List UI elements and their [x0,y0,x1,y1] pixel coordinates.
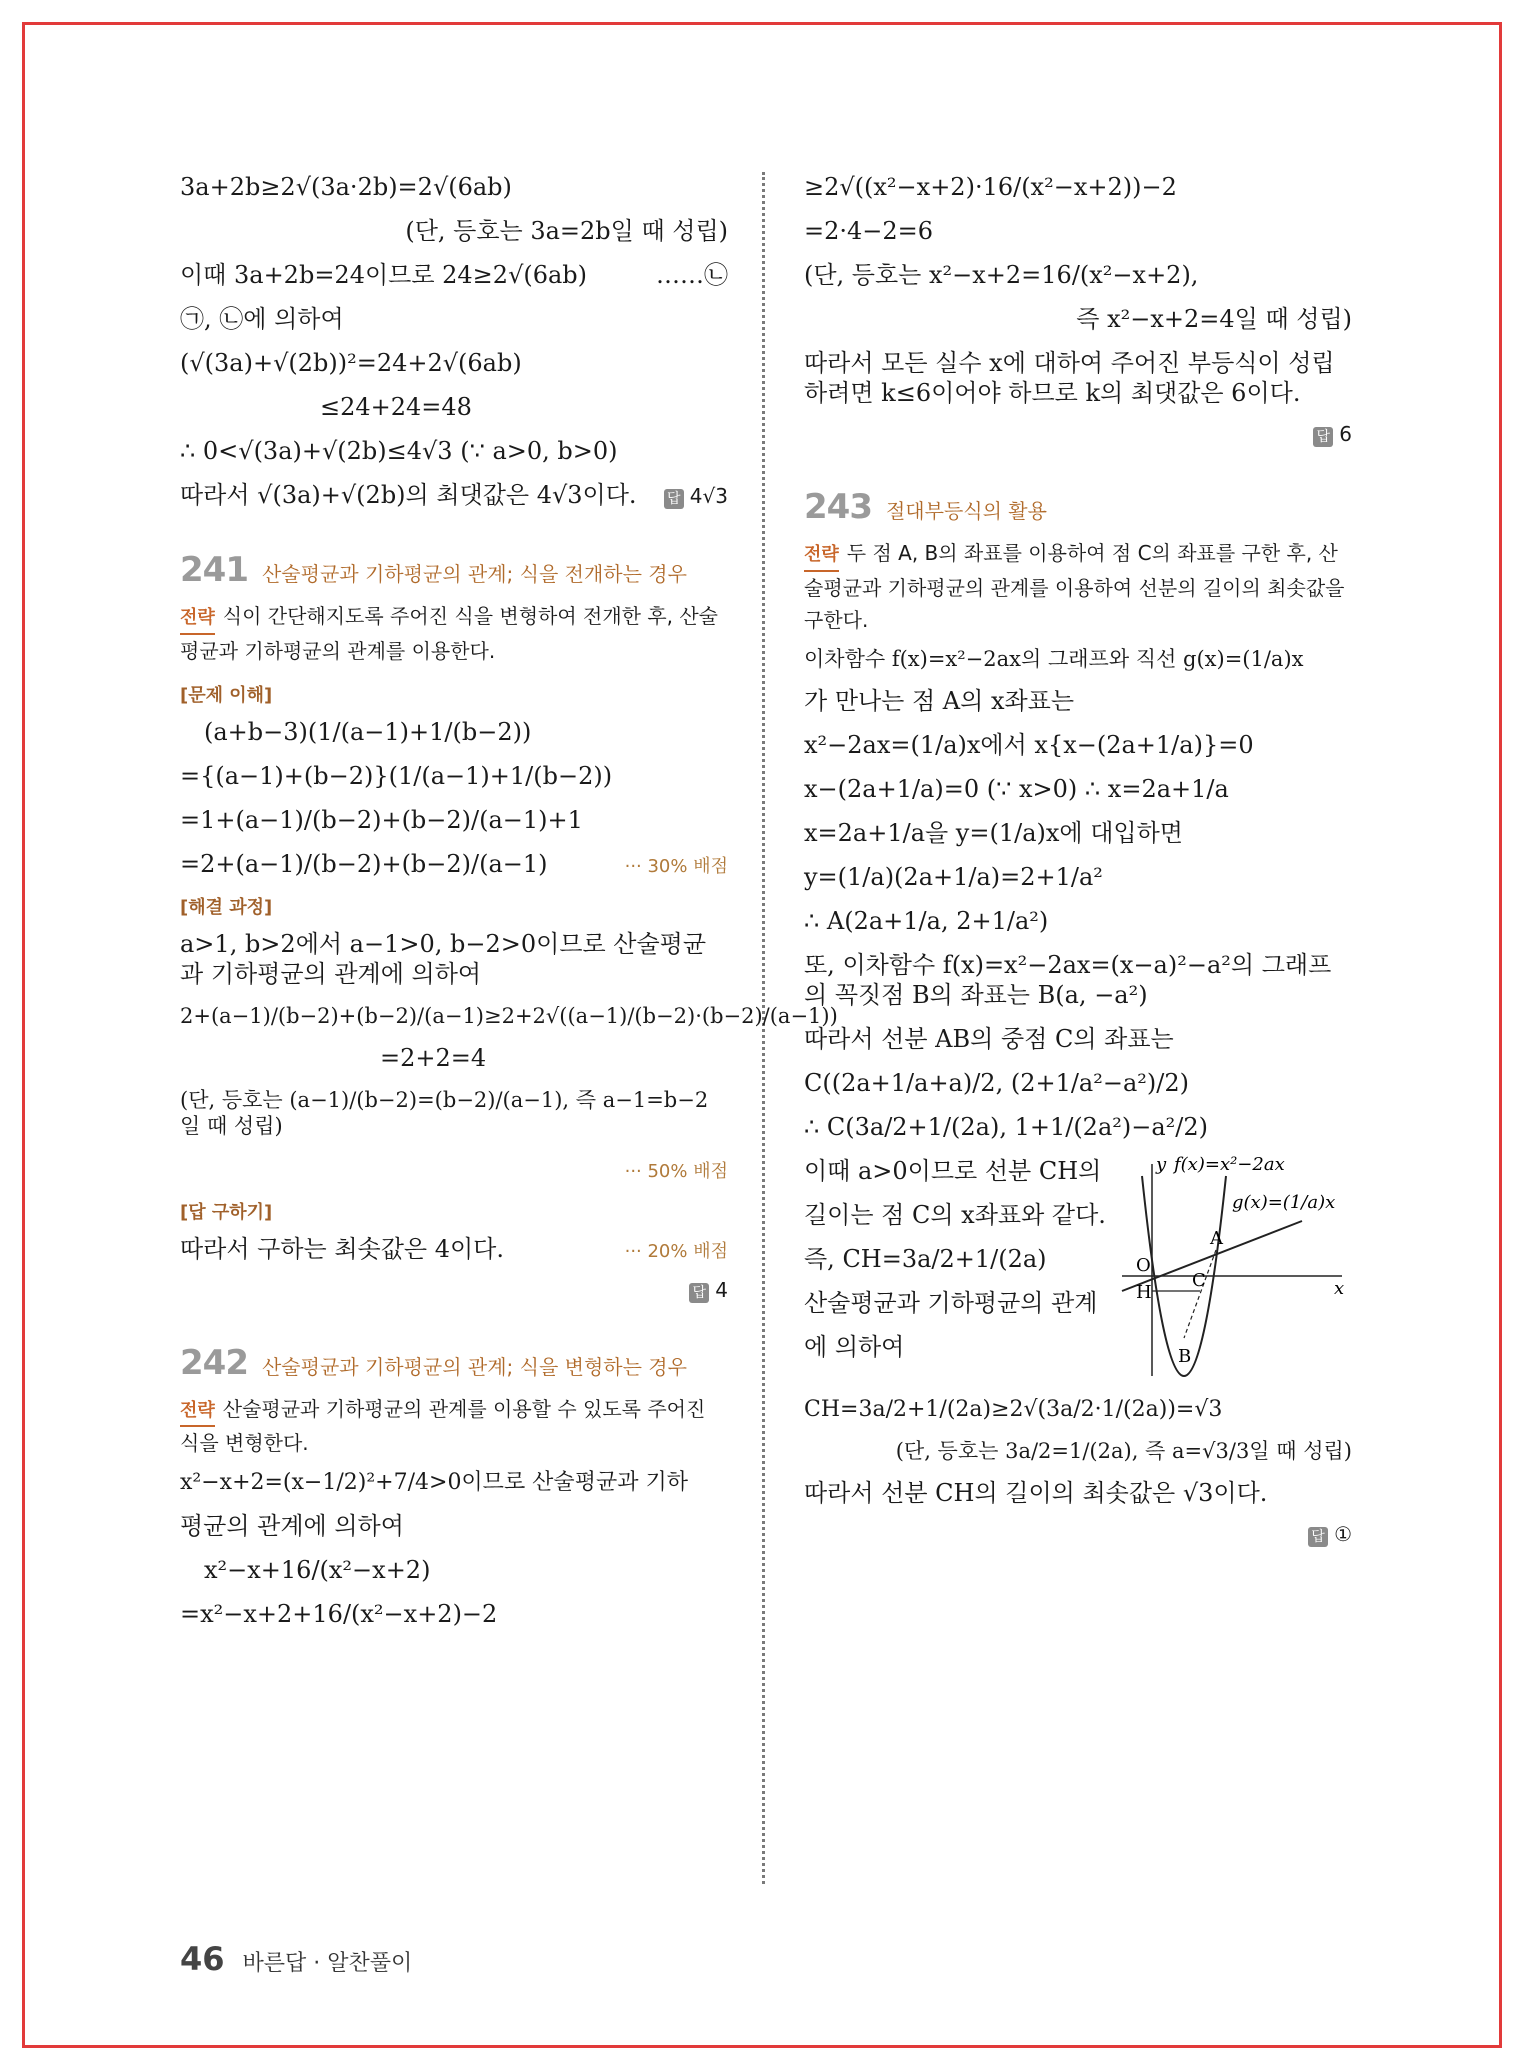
label-h: H [1136,1282,1152,1304]
section-number: 242 [180,1342,248,1383]
label-b: B [1178,1346,1192,1368]
intro-line: 즉 x²−x+2=4일 때 성립) [1076,305,1352,333]
label-y: y [1156,1156,1167,1176]
strategy-block [180,600,728,667]
right-column [804,172,1352,1559]
intro-line: (√(3a)+√(2b))²=24+2√(6ab) [180,349,522,377]
math-line: ∴ C(3a/2+1/(2a), 1+1/(2a²)−a²/2) [804,1113,1209,1142]
section-title: 산술평균과 기하평균의 관계; 식을 전개하는 경우 [261,562,687,586]
math-line: y=(1/a)(2a+1/a)=2+1/a² [804,863,1103,892]
math-line: 따라서 선분 AB의 중점 C의 좌표는 [804,1025,1174,1054]
math-line: a>1, b>2에서 a−1>0, b−2>0이므로 산술평균과 기하평균의 관계에 의하여 [180,929,707,988]
strategy-tag: 전략 [180,604,215,635]
answer-icon: 답 [664,489,684,509]
math-line [180,1234,728,1264]
answer-icon: 답 [689,1283,709,1303]
math-line: 길이는 점 C의 x좌표와 같다. [804,1201,1106,1230]
math-line: x−(2a+1/a)=0 (∵ x>0) ∴ x=2a+1/a [804,775,1229,804]
strategy-text: 식이 간단해지도록 주어진 식을 변형하여 전개한 후, 산술평균과 기하평균의 관계를 이용한다. [180,604,719,663]
section-header-241 [180,550,728,590]
graph-section [804,1156,1352,1396]
math-line-text: 따라서 구하는 최솟값은 4이다. [180,1234,504,1263]
section-header-243 [804,487,1352,527]
answer-badge [804,422,1352,447]
intro-line: (단, 등호는 x²−x+2=16/(x²−x+2), [804,261,1199,289]
math-line: 이때 a>0이므로 선분 CH의 [804,1157,1102,1186]
strategy-tag: 전략 [804,541,839,572]
intro-line: 따라서 모든 실수 x에 대하여 주어진 부등식이 성립하려면 k≤6이어야 하므로 k의 최댓값은 6이다. [804,349,1335,407]
math-line: ∴ A(2a+1/a, 2+1/a²) [804,907,1049,936]
math-line: 산술평균과 기하평균의 관계 [804,1289,1098,1318]
answer-value: 6 [1339,422,1352,446]
math-line: 따라서 선분 CH의 길이의 최솟값은 √3이다. [804,1478,1268,1507]
strategy-block [180,1393,728,1460]
label-g: g(x)=(1/a)x [1232,1192,1336,1214]
math-line-text: =2+(a−1)/(b−2)+(b−2)/(a−1) [180,849,548,878]
intro-line-mark: ……㉡ [656,261,728,289]
score-label: ··· 20% 배점 [624,1240,728,1262]
answer-badge [180,1278,728,1303]
section-number: 243 [804,487,872,527]
intro-line [180,260,728,290]
math-line: C((2a+1/a+a)/2, (2+1/a²−a²)/2) [804,1069,1189,1098]
strategy-text: 산술평균과 기하평균의 관계를 이용할 수 있도록 주어진 식을 변형한다. [180,1396,706,1456]
intro-line: ≤24+24=48 [320,393,472,421]
footer-title: 바른답 · 알찬풀이 [242,1951,413,1976]
answer-value: ① [1334,1521,1352,1546]
score-label: ··· 30% 배점 [624,855,728,877]
score-label: ··· 50% 배점 [624,1160,728,1182]
section-title: 산술평균과 기하평균의 관계; 식을 변형하는 경우 [261,1354,687,1379]
math-line: x=2a+1/a을 y=(1/a)x에 대입하면 [804,819,1183,848]
math-line: (단, 등호는 3a/2=1/(2a), 즉 a=√3/3일 때 성립) [895,1438,1352,1463]
answer-icon: 답 [1308,1527,1328,1547]
math-line [180,849,728,879]
answer-value: 4 [715,1277,728,1302]
intro-line: ≥2√((x²−x+2)·16/(x²−x+2))−2 [804,173,1177,201]
math-line: (단, 등호는 (a−1)/(b−2)=(b−2)/(a−1), 즉 a−1=b−2일 때 성립) [180,1088,709,1139]
math-line: =2+2=4 [380,1044,487,1073]
math-line: (a+b−3)(1/(a−1)+1/(b−2)) [204,717,532,746]
answer-badge [664,484,728,509]
section-header-242 [180,1343,728,1383]
strategy-text: 두 점 A, B의 좌표를 이용하여 점 C의 좌표를 구한 후, 산술평균과 기하평균의 관계를 이용하여 선분의 길이의 최솟값을 구한다. [804,541,1345,632]
intro-line: 3a+2b≥2√(3a·2b)=2√(6ab) [180,173,512,201]
math-line: =x²−x+2+16/(x²−x+2)−2 [180,1599,498,1628]
strategy-block [804,537,1352,636]
answer-value: 4√3 [689,484,728,508]
math-line: =1+(a−1)/(b−2)+(b−2)/(a−1)+1 [180,805,583,834]
math-line: 평균의 관계에 의하여 [180,1511,404,1540]
intro-line-text: 이때 3a+2b=24이므로 24≥2√(6ab) [180,261,588,289]
answer-icon: 답 [1313,427,1333,447]
label-c: C [1192,1270,1206,1292]
subhead-understanding: [문제 이해] [180,684,273,706]
label-x: x [1334,1278,1345,1300]
math-line: x²−x+16/(x²−x+2) [204,1555,431,1584]
intro-line: ∴ 0<√(3a)+√(2b)≤4√3 (∵ a>0, b>0) [180,437,618,465]
math-line: ={(a−1)+(b−2)}(1/(a−1)+1/(b−2)) [180,761,613,790]
math-line: x²−x+2=(x−1/2)²+7/4>0이므로 산술평균과 기하 [180,1470,688,1496]
math-line: 즉, CH=3a/2+1/(2a) [804,1245,1047,1274]
intro-line: (단, 등호는 3a=2b일 때 성립) [405,217,728,245]
label-o: O [1136,1255,1151,1277]
subhead-process: [해결 과정] [180,896,273,918]
page-number: 46 [180,1940,225,1978]
intro-line: =2·4−2=6 [804,217,934,245]
answer-badge [804,1522,1352,1547]
intro-line: ㉠, ㉡에 의하여 [180,305,344,333]
parabola-graph [1112,1156,1352,1390]
math-line: x²−2ax=(1/a)x에서 x{x−(2a+1/a)}=0 [804,731,1254,760]
graph-text-block [804,1156,1104,1362]
math-line: 가 만나는 점 A의 x좌표는 [804,687,1075,716]
math-line: 2+(a−1)/(b−2)+(b−2)/(a−1)≥2+2√((a−1)/(b−2)·(b−2)/(a−1)) [180,1003,838,1028]
intro-line-text: 따라서 √(3a)+√(2b)의 최댓값은 4√3이다. [180,481,637,509]
math-line: 에 의하여 [804,1333,905,1362]
subhead-answer: [답 구하기] [180,1201,273,1223]
page-footer [180,1940,412,1978]
math-line: 이차함수 f(x)=x²−2ax의 그래프와 직선 g(x)=(1/a)x [804,646,1304,671]
graph-svg [1112,1156,1352,1386]
strategy-tag: 전략 [180,1397,215,1428]
math-line: CH=3a/2+1/(2a)≥2√(3a/2·1/(2a))=√3 [804,1397,1223,1423]
section-title: 절대부등식의 활용 [885,499,1047,523]
section-number: 241 [180,550,248,590]
label-a: A [1210,1228,1223,1250]
column-divider [762,172,765,1884]
intro-line [180,480,728,510]
score-row [180,1154,728,1184]
label-f: f(x)=x²−2ax [1174,1156,1285,1176]
math-line: 또, 이차함수 f(x)=x²−2ax=(x−a)²−a²의 그래프의 꼭짓점 B의 좌표는 B(a, −a²) [804,951,1332,1010]
